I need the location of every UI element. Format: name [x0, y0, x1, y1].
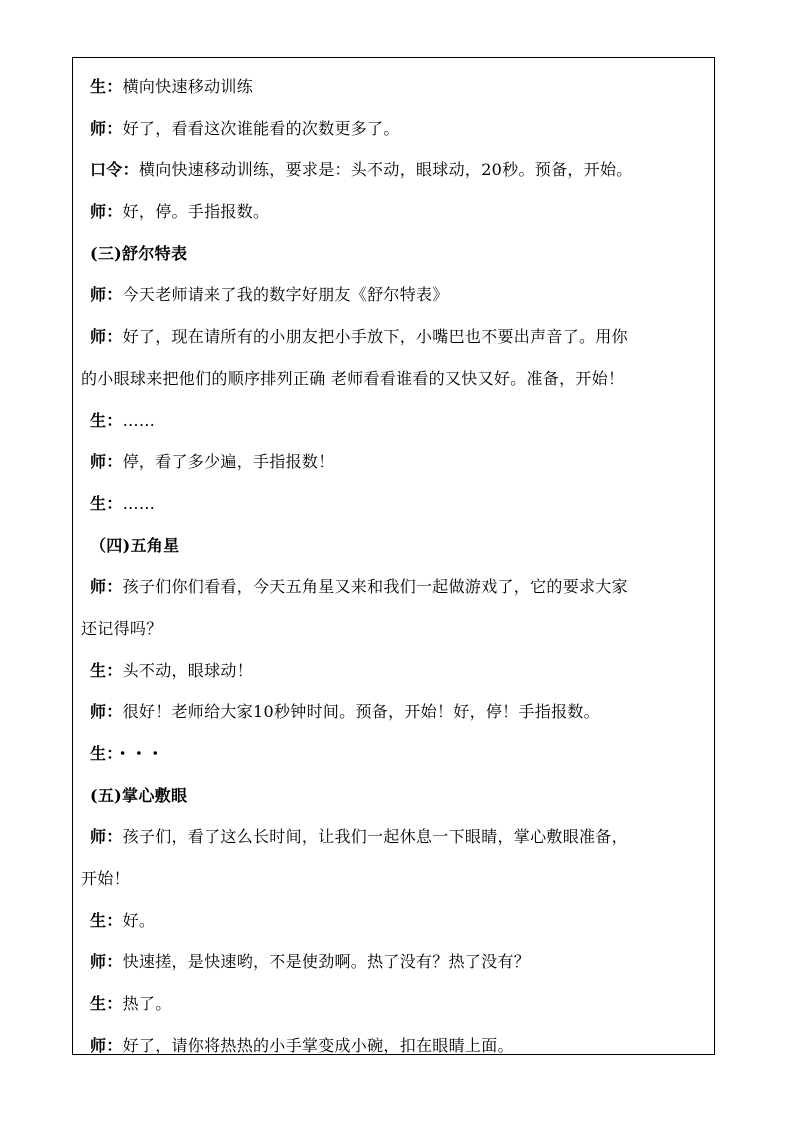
dialogue-text: 好了，请你将热热的小手掌变成小碗，扣在眼睛上面。 — [122, 1035, 514, 1055]
speaker-label: 师： — [90, 702, 123, 722]
dialogue-line — [81, 816, 708, 858]
dialogue-text: 横向快速移动训练 — [122, 77, 254, 96]
dialogue-line — [81, 108, 708, 150]
dialogue-text: 今天老师请来了我的数字好朋友《舒尔特表》 — [122, 285, 449, 305]
dialogue-line — [81, 650, 708, 692]
document-frame — [72, 57, 715, 1055]
speaker-label: 生： — [90, 410, 123, 430]
dialogue-text: 好，停。手指报数。 — [122, 202, 270, 222]
dialogue-text: ・・・ — [114, 744, 164, 763]
speaker-label: 生： — [90, 77, 123, 96]
dialogue-line — [81, 900, 708, 942]
dialogue-text: 孩子们你们看看，今天五角星又来和我们一起做游戏了，它的要求大家 — [122, 577, 628, 597]
speaker-label: 师： — [90, 577, 123, 597]
dialogue-text: 好了，看看这次谁能看的次数更多了。 — [122, 118, 400, 138]
dialogue-line — [81, 191, 708, 233]
speaker-label: 师： — [90, 952, 123, 972]
continuation-line: 的小眼球来把他们的顺序排列正确 老师看看谁看的又快又好。准备，开始！ — [81, 368, 625, 388]
dialogue-text: 横向快速移动训练，要求是：头不动，眼球动，20秒。预备，开始。 — [138, 160, 633, 180]
dialogue-line — [81, 316, 708, 358]
section-heading: (三)舒尔特表 — [90, 243, 188, 263]
speaker-label: 生： — [90, 744, 115, 763]
speaker-label: 师： — [90, 202, 123, 222]
dialogue-line — [81, 691, 708, 733]
dialogue-line — [81, 566, 708, 608]
speaker-label: 生： — [90, 493, 123, 513]
dialogue-text: 好。 — [122, 910, 156, 930]
dialogue-line — [81, 983, 708, 1025]
speaker-label: 生： — [90, 910, 123, 930]
dialogue-line — [81, 274, 708, 316]
dialogue-text: 快速搓，是快速哟，不是使劲啊。热了没有？热了没有？ — [122, 952, 531, 972]
speaker-label: 师： — [90, 452, 123, 472]
dialogue-text: …… — [122, 493, 156, 513]
speaker-label: 生： — [90, 660, 123, 680]
dialogue-line — [81, 441, 708, 483]
dialogue-text: 头不动，眼球动！ — [122, 660, 254, 680]
dialogue-text: 孩子们，看了这么长时间，让我们一起休息一下眼睛，掌心敷眼准备， — [122, 827, 628, 847]
speaker-label: 师： — [90, 827, 123, 847]
dialogue-line — [81, 483, 708, 525]
speaker-label: 师： — [90, 285, 123, 305]
speaker-label: 师： — [90, 1035, 123, 1055]
speaker-label: 口令： — [90, 160, 139, 180]
dialogue-line — [81, 1025, 708, 1067]
continuation-line: 开始！ — [81, 869, 130, 889]
speaker-label: 师： — [90, 118, 123, 138]
dialogue-text: 很好！老师给大家10秒钟时间。预备，开始！好，停！手指报数。 — [122, 702, 600, 722]
section-heading: (五)掌心敷眼 — [90, 785, 188, 805]
dialogue-line — [81, 400, 708, 442]
dialogue-line — [81, 733, 708, 775]
dialogue-line — [81, 941, 708, 983]
dialogue-line — [81, 149, 708, 191]
transcript — [81, 66, 708, 1067]
speaker-label: 生： — [90, 994, 123, 1014]
section-heading: （四)五角星 — [90, 535, 180, 555]
dialogue-text: 好了，现在请所有的小朋友把小手放下，小嘴巴也不要出声音了。用你 — [122, 327, 628, 347]
dialogue-text: 停，看了多少遍，手指报数！ — [122, 452, 335, 472]
dialogue-text: …… — [122, 410, 156, 430]
continuation-line: 还记得吗？ — [81, 618, 163, 638]
dialogue-line — [81, 66, 708, 108]
speaker-label: 师： — [90, 327, 123, 347]
dialogue-text: 热了。 — [122, 994, 172, 1014]
